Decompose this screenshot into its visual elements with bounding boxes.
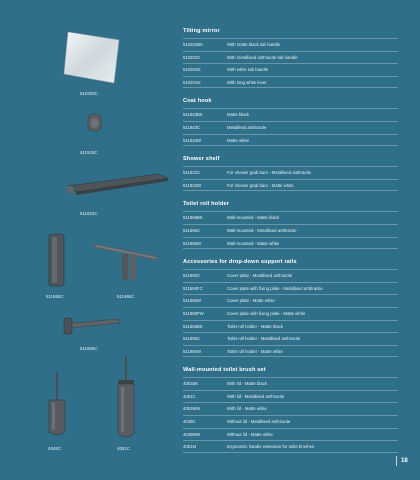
product-code: 511965C	[183, 336, 201, 342]
product-code: 510202BK	[183, 42, 204, 47]
table-row	[183, 166, 398, 179]
product-code: 511922C	[183, 170, 201, 176]
section-toilet-roll-holder	[183, 197, 398, 249]
product-code: 511965W	[183, 348, 202, 354]
table-row	[183, 38, 398, 51]
table-row	[183, 269, 398, 282]
table-row	[183, 428, 398, 441]
product-description: With lid - Matte black	[227, 381, 267, 387]
product-description: Ergonomic handle extension for toilet brushes	[227, 444, 315, 450]
product-code: 510202N	[183, 67, 201, 73]
table-row	[183, 237, 398, 250]
table-row	[183, 332, 398, 345]
product-description: Wall-mounted - Matte black	[227, 215, 280, 221]
table-row	[183, 390, 398, 403]
table-row	[183, 307, 398, 320]
product-description: With lid - Matte white	[227, 406, 267, 412]
product-description: Cover plate with fixing plate - Matte white	[227, 310, 306, 316]
table-row	[183, 282, 398, 295]
section-coat-hook	[183, 94, 398, 146]
product-code: 511922W	[183, 182, 202, 188]
product-description: With white tab handle	[227, 67, 269, 73]
product-description: With long white lever	[227, 79, 267, 85]
product-description: Cover plate - Metallised anthracite	[227, 273, 293, 279]
product-code: 511966C	[183, 227, 201, 233]
product-description: Wall-mounted - Metallised anthracite	[227, 227, 297, 233]
product-code: 4051M	[183, 444, 197, 450]
table-row	[183, 134, 398, 147]
brush-without-lid-image	[44, 370, 70, 440]
rail-roll-holder-label: 511965C	[117, 294, 135, 299]
product-description: Without lid - Metallised anthracite	[227, 419, 291, 425]
product-code: 511943C	[183, 124, 201, 130]
product-description: Matte white	[227, 137, 249, 143]
brush-without-lid-label: 4048C	[48, 446, 61, 451]
table-row	[183, 440, 398, 453]
product-code: 4051BK	[183, 381, 199, 387]
product-description: For shower grab bars - Metallised anthracite	[227, 170, 312, 176]
table-row	[183, 345, 398, 358]
table-row	[183, 377, 398, 390]
table-row	[183, 51, 398, 64]
product-code: 511950W	[183, 298, 202, 304]
product-description: Toilet roll holder - Matte white	[227, 348, 283, 354]
coat-hook-image	[86, 112, 104, 134]
product-code: 511966BK	[183, 215, 203, 221]
product-description: Toilet roll holder - Metallised anthracite	[227, 336, 301, 342]
shower-shelf-image	[62, 172, 174, 198]
product-description: Toilet roll holder - Matte black	[227, 323, 283, 329]
section-title: Accessories for drop-down support rails	[183, 259, 297, 266]
product-description: Metallised anthracite	[227, 124, 267, 130]
product-description: Matte black	[227, 112, 249, 118]
tilting-mirror-image	[62, 30, 122, 85]
product-code: 511950C	[183, 273, 201, 279]
product-code: 511966W	[183, 240, 202, 246]
product-code: 4051MW	[183, 406, 201, 412]
section-title: Toilet roll holder	[183, 201, 230, 208]
section-title: Shower shelf	[183, 156, 220, 163]
table-row	[183, 402, 398, 415]
product-code: 4048C	[183, 419, 196, 425]
wall-roll-holder-image	[62, 314, 122, 338]
table-row	[183, 76, 398, 89]
section-title: Coat hook	[183, 98, 212, 105]
product-description: With lid - Metallised anthracite	[227, 393, 285, 399]
product-description: Cover plate - Matte white	[227, 298, 275, 304]
table-row	[183, 121, 398, 134]
cover-plate-label: 511950C	[46, 294, 64, 299]
product-code: 511965BK	[183, 323, 203, 329]
section-shower-shelf	[183, 152, 398, 191]
product-description: Cover plate with fixing plate - Metallised anthracite	[227, 285, 323, 291]
table-row	[183, 63, 398, 76]
section-tilting-mirror	[183, 24, 398, 88]
product-code: 511950FC	[183, 285, 203, 291]
mirror-label: 510202C	[80, 91, 98, 96]
table-row	[183, 108, 398, 121]
product-code: 510202C	[183, 54, 201, 60]
product-description: With metallised anthracite tab handle	[227, 54, 298, 60]
product-code: 4048MW	[183, 431, 201, 437]
table-row	[183, 211, 398, 224]
product-code: 511943W	[183, 137, 202, 143]
rail-roll-holder-image	[92, 240, 162, 288]
product-description: For shower grab bars - Matte white	[227, 182, 294, 188]
table-row	[183, 294, 398, 307]
table-row	[183, 179, 398, 192]
table-row	[183, 415, 398, 428]
section-drop-down-accessories	[183, 255, 398, 357]
product-description: With matte black tab handle	[227, 42, 281, 47]
shelf-label: 511922C	[80, 211, 98, 216]
product-description: Wall-mounted - Matte white	[227, 240, 280, 246]
table-row	[183, 224, 398, 237]
table-row	[183, 320, 398, 333]
wall-roll-holder-label: 511966C	[80, 346, 98, 351]
page-number: 18	[396, 456, 408, 466]
section-title: Wall-mounted toilet brush set	[183, 367, 266, 374]
section-toilet-brush-set	[183, 363, 398, 453]
brush-with-lid-image	[112, 354, 140, 442]
product-code: 4051C	[183, 393, 196, 399]
cover-plate-image	[46, 232, 68, 288]
product-code: 510201N	[183, 79, 201, 85]
product-code: 511950FW	[183, 310, 204, 316]
product-code: 511943BK	[183, 112, 203, 118]
section-title: Tilting mirror	[183, 28, 220, 34]
product-description: Without lid - Matte white	[227, 431, 273, 437]
hook-label: 511943C	[80, 150, 98, 155]
brush-with-lid-label: 4051C	[117, 446, 130, 451]
product-tables	[183, 24, 398, 459]
